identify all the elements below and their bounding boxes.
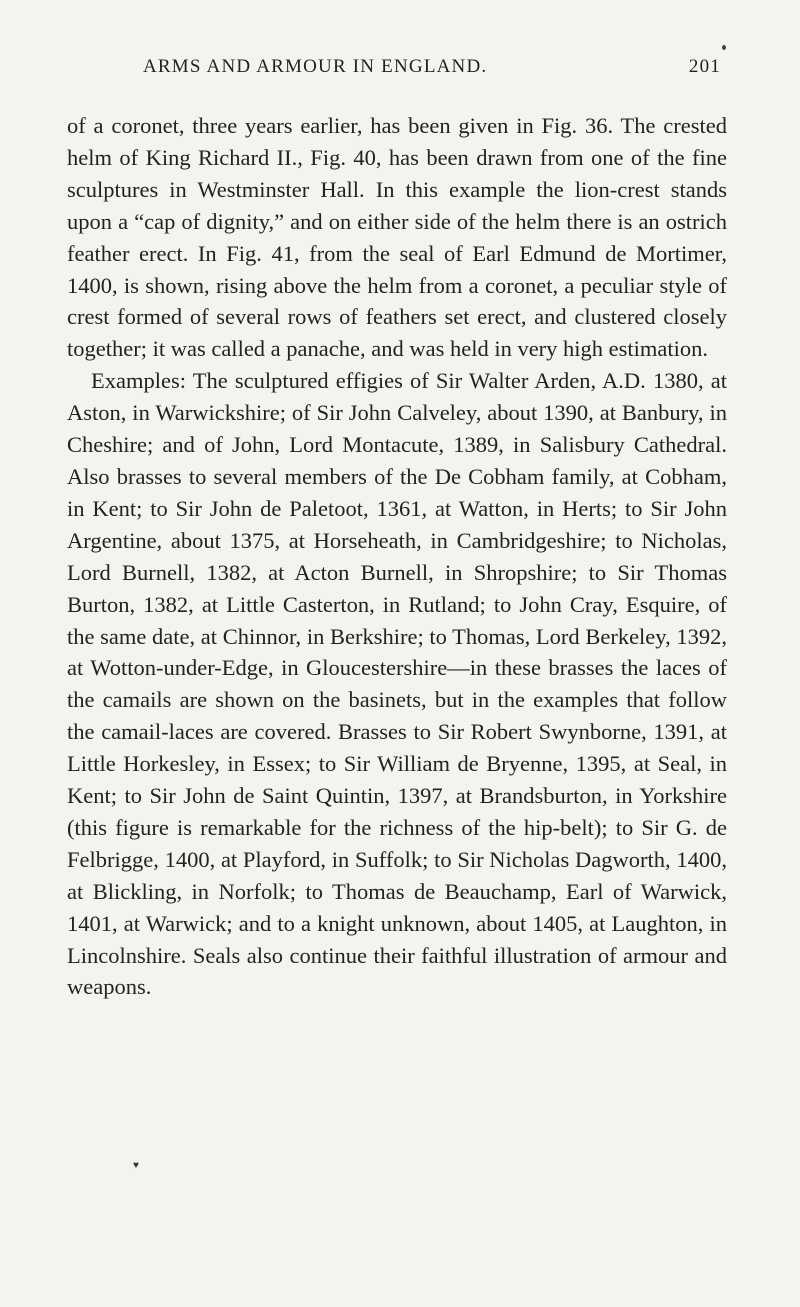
body-text bbox=[67, 110, 727, 1003]
heart-ornament-icon: ♥ bbox=[133, 1160, 139, 1171]
page-header bbox=[143, 56, 721, 86]
paragraph-1: of a coronet, three years earlier, has been given in Fig. 36. The crested helm of King Richard II., Fig. 40, has been drawn from one of the fine sculptures in Westminster Hall. In this example the lion-crest stands upon a “cap of dignity,” and on either side of the helm there is an ostrich feather erect. In Fig. 41, from the seal of Earl Edmund de Mortimer, 1400, is shown, rising above the helm from a coronet, a peculiar style of crest formed of several rows of feathers set erect, and clustered closely together; it was called a panache, and was held in very high estimation. bbox=[67, 113, 727, 362]
paragraph-2: Examples: The sculptured effigies of Sir Walter Arden, A.D. 1380, at Aston, in Warwickshire; of Sir John Calveley, about 1390, at Banbury, in Cheshire; and of John, Lord Montacute, 1389, in Salisbury Cathedral. Also brasses to several members of the De Cobham family, at Cobham, in Kent; to Sir John de Paletoot, 1361, at Watton, in Herts; to Sir John Argentine, about 1375, at Horseheath, in Cambridgeshire; to Nicholas, Lord Burnell, 1382, at Acton Burnell, in Shropshire; to Sir Thomas Burton, 1382, at Little Casterton, in Rutland; to John Cray, Esquire, of the same date, at Chinnor, in Berkshire; to Thomas, Lord Berkeley, 1392, at Wotton-under-Edge, in Gloucestershire—in these brasses the laces of the camails are shown on the basinets, but in the examples that follow the camail-laces are covered. Brasses to Sir Robert Swynborne, 1391, at Little Horkesley, in Essex; to Sir William de Bryenne, 1395, at Seal, in Kent; to Sir John de Saint Quintin, 1397, at Brandsburton, in Yorkshire (this figure is remarkable for the richness of the hip-belt); to Sir G. de Felbrigge, 1400, at Playford, in Suffolk; to Sir Nicholas Dagworth, 1400, at Blickling, in Norfolk; to Thomas de Beauchamp, Earl of Warwick, 1401, at Warwick; and to a knight unknown, about 1405, at Laughton, in Lincolnshire. Seals also continue their faithful illustration of armour and weapons. bbox=[67, 368, 727, 1000]
running-head: ARMS AND ARMOUR IN ENGLAND. bbox=[143, 56, 488, 77]
page-number: 201 bbox=[688, 56, 721, 77]
ink-speck bbox=[722, 45, 726, 50]
